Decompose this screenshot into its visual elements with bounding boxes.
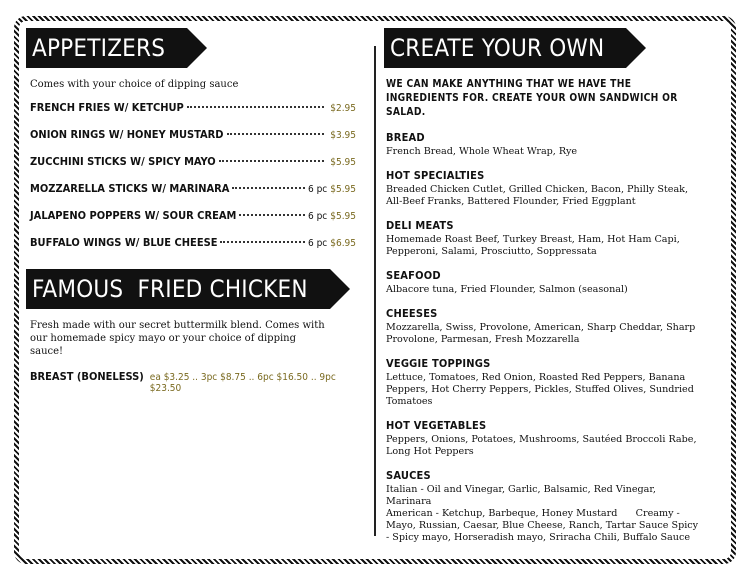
item-name: MOZZARELLA STICKS W/ MARINARA xyxy=(30,182,230,195)
item-price: ea $3.25 .. 3pc $8.75 .. 6pc $16.50 .. 9pc $23.50 xyxy=(149,372,336,394)
dot-leader xyxy=(239,214,305,216)
category-veggie-toppings xyxy=(386,357,704,408)
category-title: VEGGIE TOPPINGS xyxy=(386,357,491,370)
category-title: SAUCES xyxy=(386,469,431,482)
category-hot-specialties xyxy=(386,169,704,208)
menu-item xyxy=(30,209,356,236)
item-price: $2.95 xyxy=(330,103,356,114)
category-title: CHEESES xyxy=(386,307,438,320)
category-seafood xyxy=(386,269,704,296)
dot-leader xyxy=(220,241,305,243)
menu-item xyxy=(30,101,356,128)
menu-item xyxy=(30,182,356,209)
right-column xyxy=(384,28,704,544)
category-text: Breaded Chicken Cutlet, Grilled Chicken, Bacon, Philly Steak, All-Beef Franks, Battered Flounder, Fried Eggplant xyxy=(386,184,689,207)
category-text: Albacore tuna, Fried Flounder, Salmon (seasonal) xyxy=(386,284,628,295)
create-intro: WE CAN MAKE ANYTHING THAT WE HAVE THE INGREDIENTS FOR. CREATE YOUR OWN SANDWICH OR SALAD. xyxy=(386,79,678,118)
item-name: ONION RINGS W/ HONEY MUSTARD xyxy=(30,128,224,141)
item-name: BREAST (BONELESS) xyxy=(30,370,144,383)
fried-chicken-desc: Fresh made with our secret buttermilk blend. Comes with our homemade spicy mayo or your choice of dipping sauce! xyxy=(30,320,325,357)
category-text: Lettuce, Tomatoes, Red Onion, Roasted Red Peppers, Banana Peppers, Hot Cherry Peppers, Pickles, Stuffed Olives, Sundried Tomatoes xyxy=(386,372,694,407)
appetizers-intro: Comes with your choice of dipping sauce xyxy=(30,79,239,90)
menu-item xyxy=(30,370,356,397)
item-price: $5.95 xyxy=(330,184,356,195)
category-cheeses xyxy=(386,307,704,346)
item-name: BUFFALO WINGS W/ BLUE CHEESE xyxy=(30,236,218,249)
menu-item xyxy=(30,155,356,182)
category-text: American - Ketchup, Barbeque, Honey Mustard Creamy - Mayo, Russian, Caesar, Blue Cheese, Ranch, Tartar Sauce Spicy - Spicy mayo, Horseradish mayo, Sriracha Chili, Buffalo Sauce xyxy=(386,508,702,543)
dot-leader xyxy=(219,160,325,162)
category-hot-vegetables xyxy=(386,419,704,458)
category-text: Italian - Oil and Vinegar, Garlic, Balsamic, Red Vinegar, Marinara xyxy=(386,484,656,507)
create-your-own-banner: CREATE YOUR OWN xyxy=(384,28,626,68)
item-qty: 6 pc xyxy=(308,238,328,249)
item-price: $5.95 xyxy=(330,157,356,168)
category-title: DELI MEATS xyxy=(386,219,454,232)
category-text: French Bread, Whole Wheat Wrap, Rye xyxy=(386,146,578,157)
fried-chicken-banner: FAMOUS FRIED CHICKEN xyxy=(26,269,330,309)
category-bread xyxy=(386,131,704,158)
category-title: BREAD xyxy=(386,131,425,144)
item-price: $5.95 xyxy=(330,211,356,222)
item-name: FRENCH FRIES W/ KETCHUP xyxy=(30,101,184,114)
category-sauces xyxy=(386,469,704,544)
category-text: Peppers, Onions, Potatoes, Mushrooms, Sautéed Broccoli Rabe, Long Hot Peppers xyxy=(386,434,697,457)
item-name: ZUCCHINI STICKS W/ SPICY MAYO xyxy=(30,155,216,168)
appetizers-list xyxy=(30,101,356,263)
item-qty: 6 pc xyxy=(308,211,328,222)
category-title: SEAFOOD xyxy=(386,269,441,282)
menu-item xyxy=(30,236,356,263)
dot-leader xyxy=(187,106,324,108)
menu-item xyxy=(30,128,356,155)
category-text: Homemade Roast Beef, Turkey Breast, Ham, Hot Ham Capi, Pepperoni, Salami, Prosciutto, Soppressata xyxy=(386,234,680,257)
column-divider xyxy=(374,46,376,536)
category-title: HOT VEGETABLES xyxy=(386,419,487,432)
item-price: $6.95 xyxy=(330,238,356,249)
item-name: JALAPENO POPPERS W/ SOUR CREAM xyxy=(30,209,237,222)
appetizers-banner: APPETIZERS xyxy=(26,28,187,68)
item-price: $3.95 xyxy=(330,130,356,141)
item-qty: 6 pc xyxy=(308,184,328,195)
category-text: Mozzarella, Swiss, Provolone, American, Sharp Cheddar, Sharp Provolone, Parmesan, Fresh Mozzarella xyxy=(386,322,696,345)
fried-chicken-section xyxy=(26,269,356,397)
dot-leader xyxy=(227,133,325,135)
left-column xyxy=(26,28,356,397)
category-title: HOT SPECIALTIES xyxy=(386,169,485,182)
dot-leader xyxy=(232,187,305,189)
category-deli-meats xyxy=(386,219,704,258)
